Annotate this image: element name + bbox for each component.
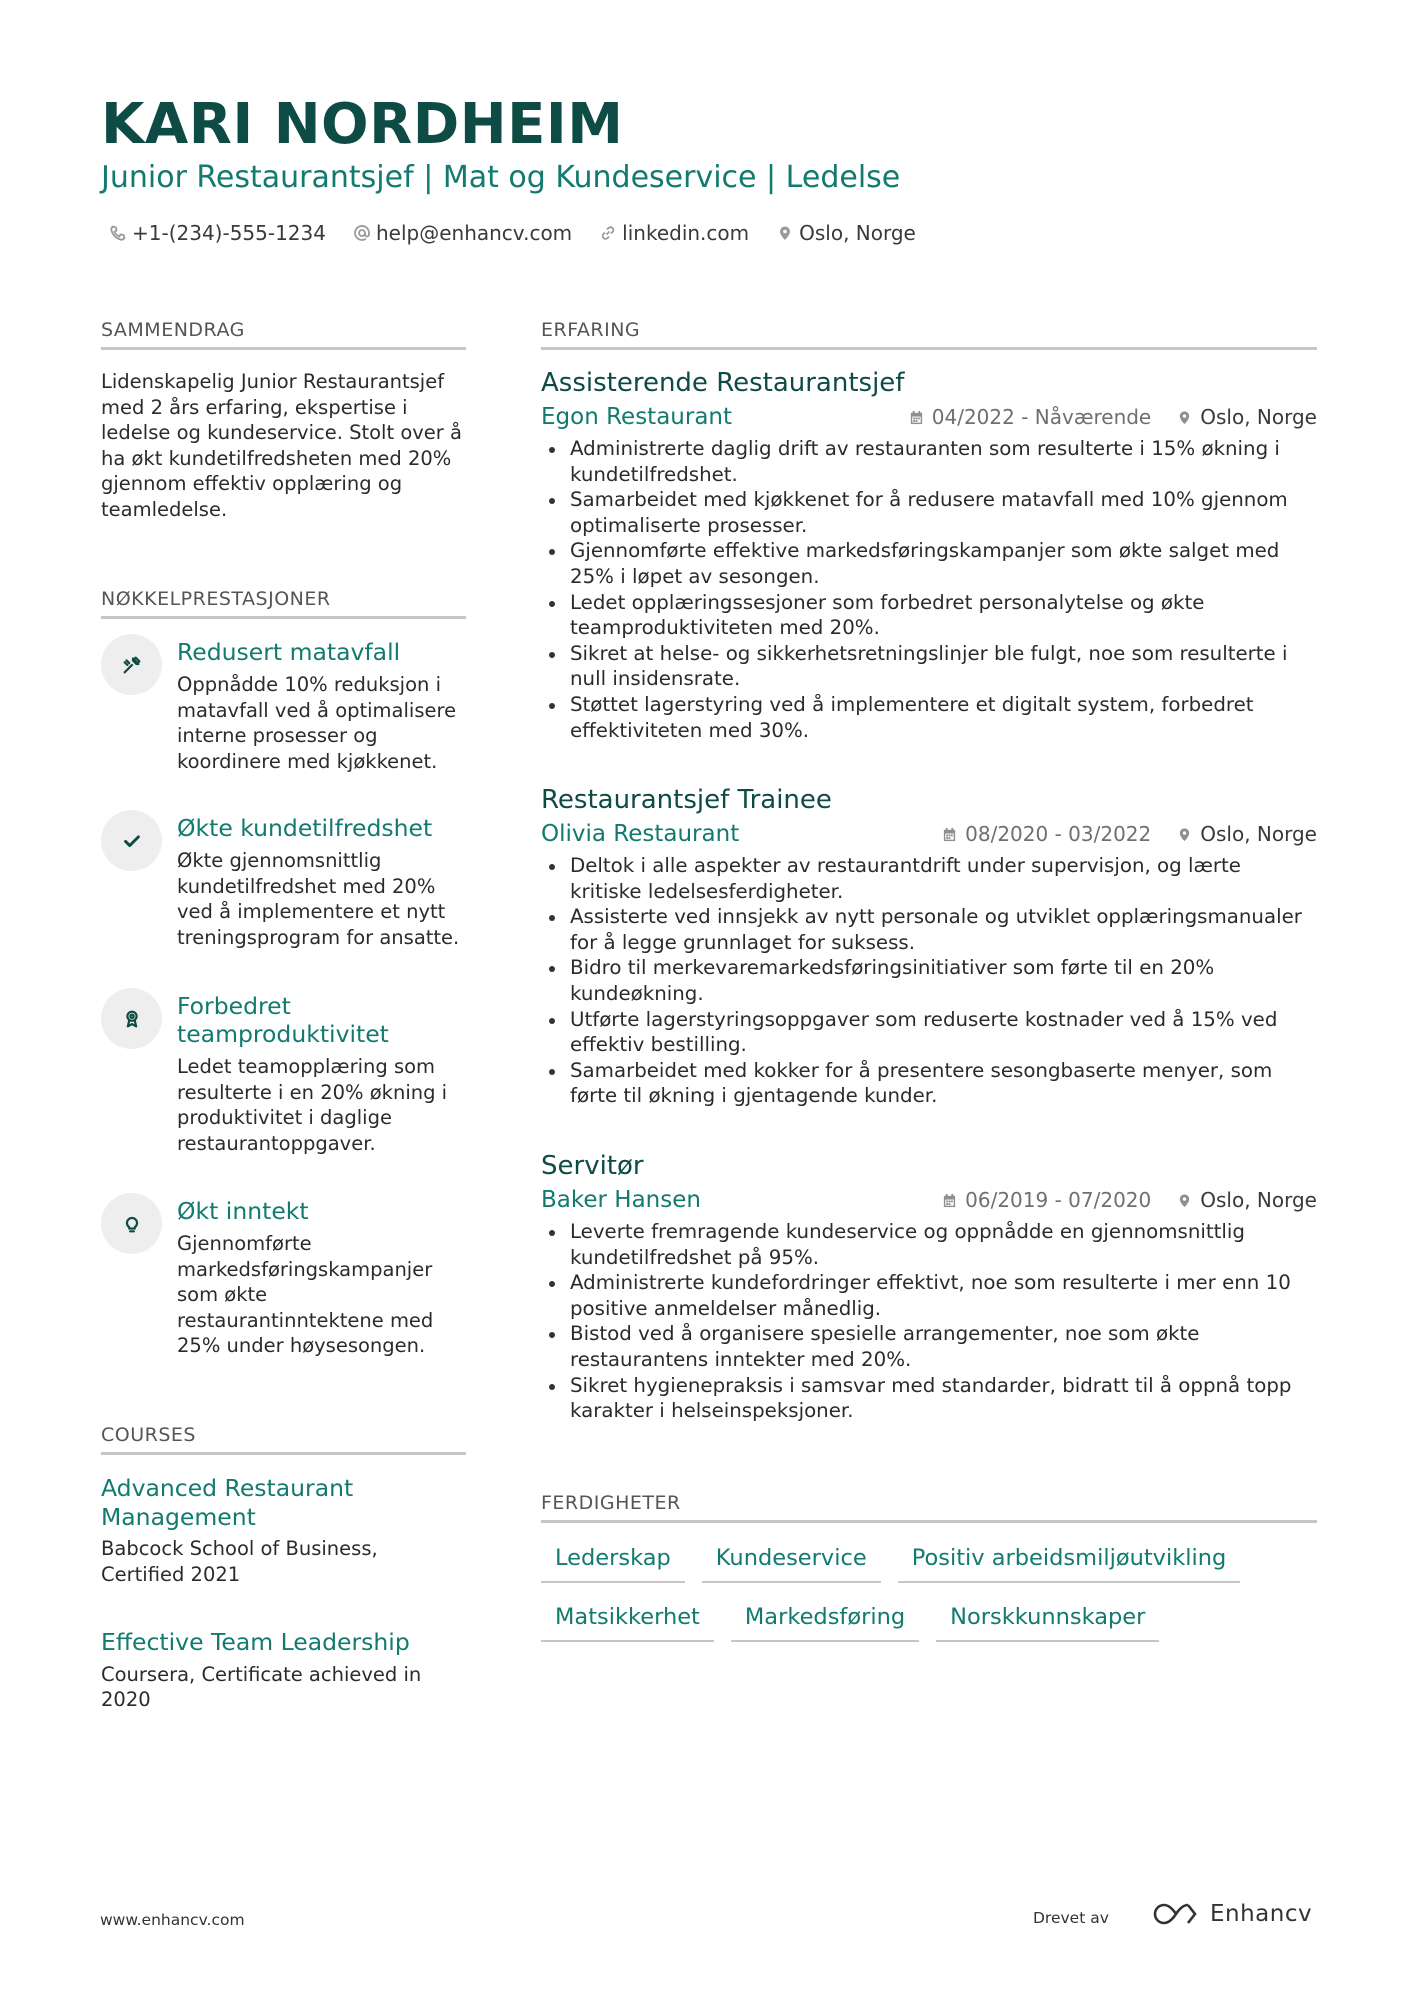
location-pin-icon	[1177, 827, 1192, 842]
job-dates	[942, 822, 1151, 846]
job-title: Servitør	[541, 1151, 644, 1181]
bullet-item: Sikret hygienepraksis i samsvar med standarder, bidratt til å oppnå topp karakter i helseinspeksjoner.	[541, 1373, 1317, 1424]
phone-icon	[110, 225, 126, 241]
bullet-item: Administrerte kundefordringer effektivt, noe som resulterte i mer enn 10 positive anmeldelser månedlig.	[541, 1270, 1317, 1321]
skills-heading: FERDIGHETER	[541, 1492, 1317, 1523]
infinity-logo-icon	[1152, 1900, 1200, 1928]
bullet-item: Støttet lagerstyring ved å implementere et digitalt system, forbedret effektiviteten med 30%.	[541, 692, 1317, 743]
bullet-item: Gjennomførte effektive markedsføringskampanjer som økte salget med 25% i løpet av sesongen.	[541, 538, 1317, 589]
courses-heading: COURSES	[101, 1424, 466, 1455]
achievements-heading: NØKKELPRESTASJONER	[101, 588, 466, 619]
achievement-desc: Økte gjennomsnittlig kundetilfredshet med 20% ved å implementere et nytt treningsprogram for ansatte.	[177, 849, 460, 949]
achievement-icon-circle	[101, 988, 162, 1049]
check-icon	[121, 830, 143, 852]
contact-email[interactable]	[354, 221, 572, 245]
achievement-title: Redusert matavfall	[177, 638, 401, 666]
achievement-icon-circle	[101, 634, 162, 695]
at-icon	[354, 225, 370, 241]
contact-phone[interactable]	[110, 221, 326, 245]
link-icon	[600, 225, 616, 241]
calendar-icon	[909, 410, 924, 425]
bullet-item: Sikret at helse- og sikkerhetsretningslinjer ble fulgt, noe som resulterte i null insidensrate.	[541, 641, 1317, 692]
achievement-icon-circle	[101, 1193, 162, 1254]
location-pin-icon	[777, 225, 793, 241]
job-bullets	[541, 1219, 1317, 1424]
job-title: Assisterende Restaurantsjef	[541, 368, 905, 398]
job-bullets	[541, 436, 1317, 743]
bullet-item: Deltok i alle aspekter av restaurantdrift under supervisjon, og lærte kritiske ledelsesferdigheter.	[541, 853, 1317, 904]
bullet-item: Assisterte ved innsjekk av nytt personale og utviklet opplæringsmanualer for å legge grunnlaget for suksess.	[541, 904, 1317, 955]
achievement-desc: Gjennomførte markedsføringskampanjer som økte restaurantinntektene med 25% under høysesongen.	[177, 1232, 434, 1358]
bullet-item: Samarbeidet med kokker for å presentere sesongbaserte menyer, som førte til økning i gjentagende kunder.	[541, 1058, 1317, 1109]
contact-linkedin[interactable]	[600, 221, 749, 245]
course-title: Advanced Restaurant Management	[101, 1474, 354, 1531]
date-range: 08/2020 - 03/2022	[965, 822, 1152, 846]
location-pin-icon	[1177, 410, 1192, 425]
date-range: 06/2019 - 07/2020	[965, 1188, 1152, 1212]
bullet-item: Ledet opplæringssesjoner som forbedret personalytelse og økte teamproduktiviteten med 20%.	[541, 590, 1317, 641]
experience-entry	[541, 1150, 1317, 1424]
experience-heading: ERFARING	[541, 319, 1317, 350]
course-item	[101, 1474, 466, 1587]
brand-logo[interactable]	[1152, 1900, 1312, 1928]
job-bullets	[541, 853, 1317, 1109]
summary-heading: SAMMENDRAG	[101, 319, 466, 350]
course-provider: Coursera, Certificate achieved in 2020	[101, 1662, 422, 1712]
skills-list	[541, 1543, 1331, 1661]
calendar-icon	[942, 827, 957, 842]
phone-text: +1-(234)-555-1234	[132, 221, 326, 245]
email-text: help@enhancv.com	[375, 221, 573, 245]
job-dates	[909, 405, 1151, 429]
tools-icon	[121, 654, 143, 676]
skill-tag: Norskkunnskaper	[936, 1602, 1159, 1642]
achievement-title: Økt inntekt	[177, 1197, 309, 1225]
job-location	[1177, 405, 1317, 429]
skill-tag: Matsikkerhet	[541, 1602, 714, 1642]
course-title: Effective Team Leadership	[101, 1628, 410, 1656]
skill-tag: Kundeservice	[702, 1543, 881, 1583]
award-icon	[121, 1008, 143, 1030]
bullet-item: Bistod ved å organisere spesielle arrangementer, noe som økte restaurantens inntekter med 20%.	[541, 1321, 1317, 1372]
achievement-item	[101, 992, 471, 1156]
bullet-item: Administrerte daglig drift av restauranten som resulterte i 15% økning i kundetilfredshet.	[541, 436, 1317, 487]
brand-name: Enhancv	[1210, 1901, 1313, 1927]
location-pin-icon	[1177, 1193, 1192, 1208]
achievement-title: Økte kundetilfredshet	[177, 814, 433, 842]
job-title: Restaurantsjef Trainee	[541, 785, 832, 815]
achievement-title: Forbedret teamproduktivitet	[177, 992, 389, 1048]
calendar-icon	[942, 1193, 957, 1208]
bullet-item: Samarbeidet med kjøkkenet for å redusere matavfall med 10% gjennom optimaliserte prosesser.	[541, 487, 1317, 538]
powered-by-label: Drevet av	[1033, 1909, 1109, 1927]
candidate-name: KARI NORDHEIM	[101, 92, 624, 157]
course-provider: Babcock School of Business, Certified 2021	[101, 1537, 378, 1586]
skill-tag: Markedsføring	[731, 1602, 919, 1642]
contact-location	[777, 221, 916, 245]
location-text: Oslo, Norge	[1200, 1188, 1317, 1212]
job-location	[1177, 822, 1317, 846]
summary-text: Lidenskapelig Junior Restaurantsjef med 2 års erfaring, ekspertise i ledelse og kundeservice. Stolt over å ha økt kundetilfredsheten med 20% gjennom effektiv opplæring og teamledelse.	[101, 370, 462, 521]
linkedin-text: linkedin.com	[622, 221, 750, 245]
achievement-desc: Ledet teamopplæring som resulterte i en 20% økning i produktivitet i daglige restaurantoppgaver.	[177, 1055, 448, 1155]
achievement-desc: Oppnådde 10% reduksjon i matavfall ved å optimalisere interne prosesser og koordinere med kjøkkenet.	[177, 673, 457, 773]
date-range: 04/2022 - Nåværende	[931, 405, 1152, 429]
location-text: Oslo, Norge	[799, 221, 916, 245]
achievement-icon-circle	[101, 810, 162, 871]
course-item	[101, 1628, 466, 1713]
experience-entry	[541, 784, 1317, 1109]
lightbulb-icon	[121, 1213, 143, 1235]
location-text: Oslo, Norge	[1200, 405, 1317, 429]
bullet-item: Leverte fremragende kundeservice og oppnådde en gjennomsnittlig kundetilfredshet på 95%.	[541, 1219, 1317, 1270]
company-name: Baker Hansen	[541, 1187, 701, 1213]
location-text: Oslo, Norge	[1200, 822, 1317, 846]
skill-tag: Positiv arbeidsmiljøutvikling	[898, 1543, 1241, 1583]
company-name: Egon Restaurant	[541, 404, 733, 430]
skill-tag: Lederskap	[541, 1543, 685, 1583]
contact-bar	[110, 221, 916, 245]
achievement-item	[101, 638, 471, 774]
company-name: Olivia Restaurant	[541, 821, 740, 847]
job-dates	[942, 1188, 1151, 1212]
achievement-item	[101, 814, 471, 950]
bullet-item: Utførte lagerstyringsoppgaver som reduserte kostnader ved å 15% ved effektiv bestilling.	[541, 1007, 1317, 1058]
candidate-headline: Junior Restaurantsjef | Mat og Kundeservice | Ledelse	[101, 160, 901, 195]
achievement-item	[101, 1197, 471, 1359]
experience-entry	[541, 367, 1317, 743]
footer-url[interactable]: www.enhancv.com	[100, 1911, 245, 1929]
job-location	[1177, 1188, 1317, 1212]
bullet-item: Bidro til merkevaremarkedsføringsinitiativer som førte til en 20% kundeøkning.	[541, 955, 1317, 1006]
